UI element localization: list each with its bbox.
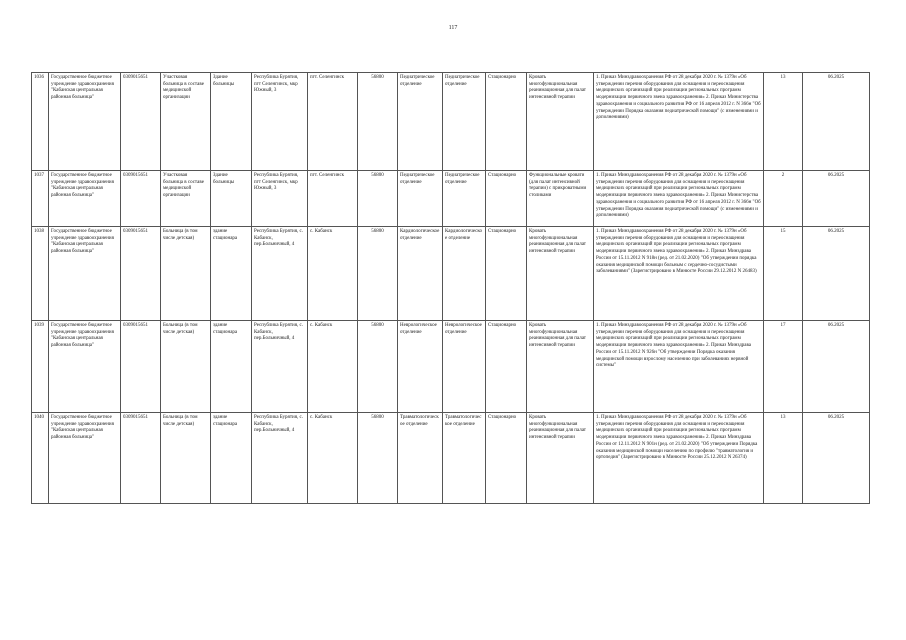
cell-type: Стационарно <box>486 73 527 171</box>
cell-locality: с. Кабанск <box>308 413 358 504</box>
table-row <box>32 321 870 413</box>
cell-inn: 0309015651 <box>121 73 161 171</box>
cell-qty: 2 <box>764 171 803 227</box>
cell-address: Республика Бурятия, пгт Селенгинск, мкр Южный, 3 <box>252 73 308 171</box>
cell-date: 06.2025 <box>803 321 870 413</box>
cell-org: Государственное бюджетное учреждение здравоохранения "Кабанская центральная районная больница" <box>49 73 121 171</box>
cell-type: Стационарно <box>486 413 527 504</box>
cell-dept: Педиатрическое отделение <box>398 171 443 227</box>
cell-building: Здание больницы <box>211 73 252 171</box>
page-number: 117 <box>448 25 458 31</box>
cell-locality: с. Кабанск <box>308 227 358 321</box>
cell-code: 56800 <box>358 321 398 413</box>
equipment-table <box>31 72 870 504</box>
cell-date: 06.2025 <box>803 413 870 504</box>
cell-org: Государственное бюджетное учреждение здравоохранения "Кабанская центральная районная больница" <box>49 227 121 321</box>
cell-subdept: Кардиологическое отделение <box>443 227 486 321</box>
cell-equipment: Кровать многофункциональная реанимационная для палат интенсивной терапии <box>527 413 594 504</box>
table-row <box>32 171 870 227</box>
cell-inn: 0309015651 <box>121 413 161 504</box>
cell-unit: Больница (в том числе детская) <box>161 413 211 504</box>
cell-building: здание стационара <box>211 413 252 504</box>
cell-locality: пгт. Селенгинск <box>308 73 358 171</box>
cell-num: 1037 <box>32 171 49 227</box>
cell-dept: Педиатрическое отделение <box>398 73 443 171</box>
cell-building: Здание больницы <box>211 171 252 227</box>
cell-basis: 1. Приказ Минздравоохранения РФ от 28 декабря 2020 г. № 1379н «Об утверждении перечня оборудования для оснащения и переоснащения медицинских организаций при реализации региональных программ модернизации первичного звена здравоохранения» 2. Приказ Министерства здравоохранения и социального развития РФ от 16 апреля 2012 г. N 366н "Об утверждении Порядка оказания педиатрической помощи" (с изменениями и дополнениями) <box>594 73 764 171</box>
cell-basis: 1. Приказ Минздравоохранения РФ от 28 декабря 2020 г. № 1379н «Об утверждении перечня оборудования для оснащения и переоснащения медицинских организаций при реализации региональных программ модернизации первичного звена здравоохранения» 2. Приказ Минздрава России от 15.11.2012 N 926н "Об утверждении Порядка оказания медицинской помощи взрослому населению при заболеваниях нервной системы" <box>594 321 764 413</box>
cell-equipment: Функциональные кровати (для палат интенсивной терапии) с прикроватными столиками <box>527 171 594 227</box>
cell-equipment: Кровать многофункциональная реанимационная для палат интенсивной терапии <box>527 321 594 413</box>
cell-org: Государственное бюджетное учреждение здравоохранения "Кабанская центральная районная больница" <box>49 321 121 413</box>
cell-qty: 13 <box>764 73 803 171</box>
cell-num: 1039 <box>32 321 49 413</box>
cell-locality: с. Кабанск <box>308 321 358 413</box>
cell-date: 06.2025 <box>803 73 870 171</box>
cell-type: Стационарно <box>486 171 527 227</box>
cell-inn: 0309015651 <box>121 171 161 227</box>
cell-num: 1038 <box>32 227 49 321</box>
cell-code: 56800 <box>358 73 398 171</box>
cell-basis: 1. Приказ Минздравоохранения РФ от 28 декабря 2020 г. № 1379н «Об утверждении перечня оборудования для оснащения и переоснащения медицинских организаций при реализации региональных программ модернизации первичного звена здравоохранения» 2. Приказ Минздрава России от 12.11.2012 N 901н (ред. от 21.02.2020) "Об утверждении Порядка оказания медицинской помощи населению по профилю "травматология и ортопедия" (Зарегистрировано в Минюсте России 25.12.2012 N 26374) <box>594 413 764 504</box>
cell-basis: 1. Приказ Минздравоохранения РФ от 28 декабря 2020 г. № 1379н «Об утверждении перечня оборудования для оснащения и переоснащения медицинских организаций при реализации региональных программ модернизации первичного звена здравоохранения» 2. Приказ Минздрава России от 15.11.2012 N 918н (ред. от 21.02.2020) "Об утверждении порядка оказания медицинской помощи больным с сердечно-сосудистыми заболеваниями" (Зарегистрировано в Минюсте России 29.12.2012 N 26483) <box>594 227 764 321</box>
cell-code: 56800 <box>358 413 398 504</box>
cell-address: Республика Бурятия, с. Кабанск, пер.Больничный, 4 <box>252 227 308 321</box>
cell-unit: Больница (в том числе детская) <box>161 227 211 321</box>
table-row <box>32 227 870 321</box>
table-row <box>32 413 870 504</box>
cell-date: 06.2025 <box>803 171 870 227</box>
cell-date: 06.2025 <box>803 227 870 321</box>
cell-subdept: Неврологическое отделение <box>443 321 486 413</box>
cell-type: Стационарно <box>486 227 527 321</box>
cell-locality: пгт. Селенгинск <box>308 171 358 227</box>
cell-inn: 0309015651 <box>121 227 161 321</box>
cell-building: здание стационара <box>211 321 252 413</box>
cell-address: Республика Бурятия, с. Кабанск, пер.Больничный, 4 <box>252 321 308 413</box>
cell-address: Республика Бурятия, с. Кабанск, пер.Больничный, 4 <box>252 413 308 504</box>
cell-dept: Кардиологическое отделение <box>398 227 443 321</box>
cell-basis: 1. Приказ Минздравоохранения РФ от 28 декабря 2020 г. № 1379н «Об утверждении перечня оборудования для оснащения и переоснащения медицинских организаций при реализации региональных программ модернизации первичного звена здравоохранения» 2. Приказ Министерства здравоохранения и социального развития РФ от 16 апреля 2012 г. N 366н "Об утверждении Порядка оказания педиатрической помощи" (с изменениями и дополнениями) <box>594 171 764 227</box>
cell-num: 1040 <box>32 413 49 504</box>
cell-subdept: Педиатрическое отделение <box>443 171 486 227</box>
cell-qty: 17 <box>764 321 803 413</box>
cell-dept: Травматологическое отделение <box>398 413 443 504</box>
cell-num: 1036 <box>32 73 49 171</box>
cell-dept: Неврологическое отделение <box>398 321 443 413</box>
cell-org: Государственное бюджетное учреждение здравоохранения "Кабанская центральная районная больница" <box>49 413 121 504</box>
cell-unit: Участковая больница в составе медицинской организации <box>161 171 211 227</box>
cell-unit: Участковая больница в составе медицинской организации <box>161 73 211 171</box>
cell-type: Стационарно <box>486 321 527 413</box>
cell-code: 56800 <box>358 171 398 227</box>
cell-equipment: Кровать многофункциональная реанимационная для палат интенсивной терапии <box>527 73 594 171</box>
cell-building: здание стационара <box>211 227 252 321</box>
cell-address: Республика Бурятия, пгт Селенгинск, мкр Южный, 3 <box>252 171 308 227</box>
cell-inn: 0309015651 <box>121 321 161 413</box>
cell-qty: 13 <box>764 413 803 504</box>
cell-equipment: Кровать многофункциональная реанимационная для палат интенсивной терапии <box>527 227 594 321</box>
cell-subdept: Травматологическое отделение <box>443 413 486 504</box>
cell-subdept: Педиатрическое отделение <box>443 73 486 171</box>
cell-org: Государственное бюджетное учреждение здравоохранения "Кабанская центральная районная больница" <box>49 171 121 227</box>
cell-unit: Больница (в том числе детская) <box>161 321 211 413</box>
cell-code: 56800 <box>358 227 398 321</box>
cell-qty: 15 <box>764 227 803 321</box>
table-row <box>32 73 870 171</box>
